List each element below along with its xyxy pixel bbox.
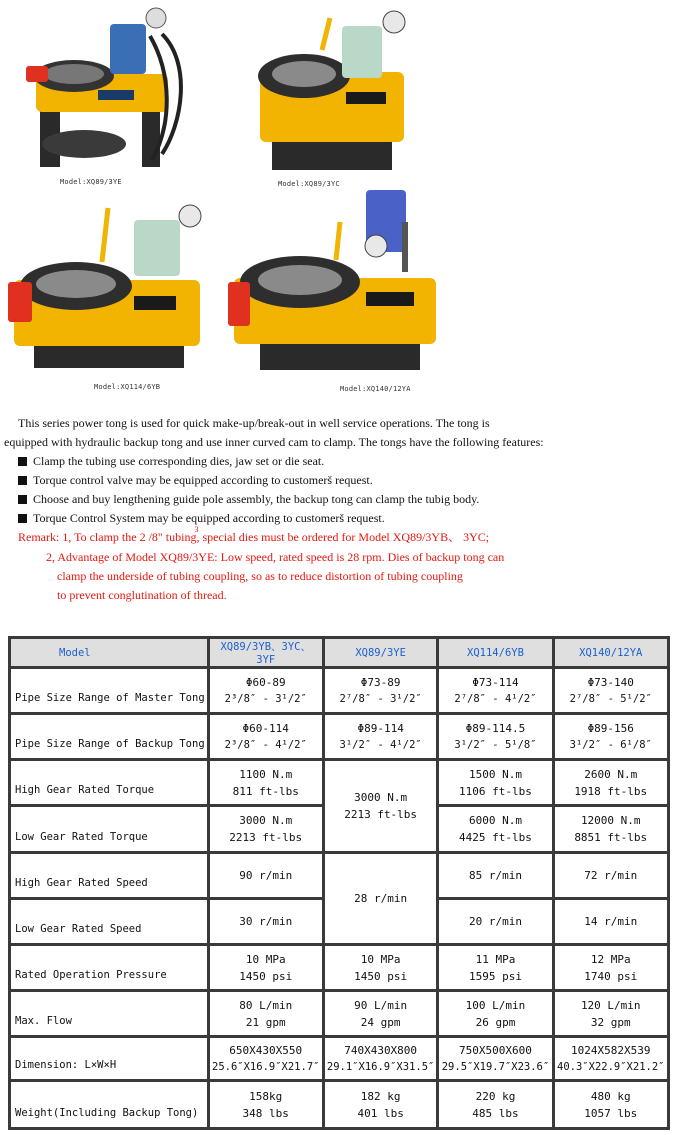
table-cell: 12000 N.m 8851 ft-lbs — [553, 806, 669, 853]
row-label: Pipe Size Range of Backup Tong — [10, 714, 209, 760]
table-cell: 120 L/min 32 gpm — [553, 991, 669, 1037]
table-cell: 740X430X800 29.1″X16.9″X31.5″ — [323, 1037, 438, 1081]
table-cell: 6000 N.m 4425 ft-lbs — [438, 806, 553, 853]
row-label: Dimension: L×W×H — [10, 1037, 209, 1081]
feature-item: Torque control valve may be equipped according to customerš request. — [4, 471, 676, 490]
product-photo-xq114-6yb — [4, 200, 214, 378]
bullet-square-icon — [18, 476, 27, 485]
table-cell-merged: 28 r/min — [323, 853, 438, 945]
table-cell-merged: 3000 N.m 2213 ft-lbs — [323, 760, 438, 853]
table-cell: Φ73-89 2⁷/8″ - 3¹/2″ — [323, 668, 438, 714]
table-cell: 30 r/min — [208, 899, 323, 945]
table-cell: 1024X582X539 40.3″X22.9″X21.2″ — [553, 1037, 669, 1081]
table-cell: Φ73-114 2⁷/8″ - 4¹/2″ — [438, 668, 553, 714]
row-label: High Gear Rated Torque — [10, 760, 209, 806]
table-cell: 3000 N.m 2213 ft-lbs — [208, 806, 323, 853]
table-cell: 80 L/min 21 gpm — [208, 991, 323, 1037]
table-cell: 158kg 348 lbs — [208, 1081, 323, 1129]
table-cell: 750X500X600 29.5″X19.7″X23.6″ — [438, 1037, 553, 1081]
table-cell: 90 r/min — [208, 853, 323, 899]
remark-line: to prevent conglutination of thread. — [57, 588, 227, 602]
photo-caption: Model:XQ89/3YE — [60, 178, 122, 186]
table-cell: 11 MPa 1595 psi — [438, 945, 553, 991]
table-cell: 480 kg 1057 lbs — [553, 1081, 669, 1129]
table-cell: Φ60-114 2³/8″ - 4¹/2″ — [208, 714, 323, 760]
photo-caption: Model:XQ114/6YB — [94, 383, 161, 391]
row-label: Low Gear Rated Speed — [10, 899, 209, 945]
column-header: Model — [10, 638, 209, 668]
row-label: Weight(Including Backup Tong) — [10, 1081, 209, 1129]
intro-line: equipped with hydraulic backup tong and use inner curved cam to clamp. The tongs have the following features: — [4, 435, 544, 449]
column-header: XQ89/3YB、3YC、3YF — [208, 638, 323, 668]
table-row — [10, 853, 669, 899]
row-label: Max. Flow — [10, 991, 209, 1037]
table-cell: 85 r/min — [438, 853, 553, 899]
table-header-row — [10, 638, 669, 668]
intro-line: This series power tong is used for quick make-up/break-out in well service operations. The tong is — [18, 416, 490, 430]
feature-item: Choose and buy lengthening guide pole assembly, the backup tong can clamp the tubig body. — [4, 490, 676, 509]
table-cell: 182 kg 401 lbs — [323, 1081, 438, 1129]
product-photo-xq89-3ye — [22, 4, 192, 176]
table-cell: Φ89-114 3¹/2″ - 4¹/2″ — [323, 714, 438, 760]
product-photo-xq140-12ya — [226, 182, 446, 380]
table-row — [10, 714, 669, 760]
table-cell: 90 L/min 24 gpm — [323, 991, 438, 1037]
photo-caption: Model:XQ140/12YA — [340, 385, 411, 393]
table-row — [10, 760, 669, 806]
table-cell: 1100 N.m 811 ft-lbs — [208, 760, 323, 806]
table-cell: 20 r/min — [438, 899, 553, 945]
table-cell: 14 r/min — [553, 899, 669, 945]
table-cell: 12 MPa 1740 psi — [553, 945, 669, 991]
table-cell: 220 kg 485 lbs — [438, 1081, 553, 1129]
table-cell: Φ89-114.5 3¹/2″ - 5¹/8″ — [438, 714, 553, 760]
table-cell: 10 MPa 1450 psi — [323, 945, 438, 991]
table-cell: 1500 N.m 1106 ft-lbs — [438, 760, 553, 806]
table-cell: 100 L/min 26 gpm — [438, 991, 553, 1037]
table-row — [10, 1037, 669, 1081]
table-cell: 72 r/min — [553, 853, 669, 899]
feature-item: Torque Control System may be equipped according to customerš request. — [4, 509, 676, 528]
remark-line: 2, Advantage of Model XQ89/3YE: Low speed, rated speed is 28 rpm. Dies of backup tong can — [46, 550, 505, 564]
table-cell: 2600 N.m 1918 ft-lbs — [553, 760, 669, 806]
column-header: XQ114/6YB — [438, 638, 553, 668]
product-photo-xq89-3yc — [246, 6, 418, 178]
bullet-square-icon — [18, 495, 27, 504]
photo-caption: Model:XQ89/3YC — [278, 180, 340, 188]
spec-table — [8, 636, 670, 1130]
table-cell: Φ73-140 2⁷/8″ - 5¹/2″ — [553, 668, 669, 714]
row-label: Pipe Size Range of Master Tong — [10, 668, 209, 714]
bullet-square-icon — [18, 457, 27, 466]
table-row — [10, 991, 669, 1037]
remark-line: Remark: 1, To clamp the 2 /8" tubing$^3$, special dies must be ordered for Model XQ89/3YB、 3YC; — [18, 525, 490, 544]
row-label: Rated Operation Pressure — [10, 945, 209, 991]
table-cell: 650X430X550 25.6″X16.9″X21.7″ — [208, 1037, 323, 1081]
description-block — [4, 414, 676, 605]
table-cell: Φ60-89 2³/8″ - 3¹/2″ — [208, 668, 323, 714]
bullet-square-icon — [18, 514, 27, 523]
table-row — [10, 945, 669, 991]
column-header: XQ140/12YA — [553, 638, 669, 668]
remark-line: clamp the underside of tubing coupling, so as to reduce distortion of tubing coupling — [57, 569, 463, 583]
feature-item: Clamp the tubing use corresponding dies, jaw set or die seat. — [4, 452, 676, 471]
table-row — [10, 1081, 669, 1129]
row-label: Low Gear Rated Torque — [10, 806, 209, 853]
column-header: XQ89/3YE — [323, 638, 438, 668]
row-label: High Gear Rated Speed — [10, 853, 209, 899]
table-row — [10, 668, 669, 714]
table-cell: Φ89-156 3¹/2″ - 6¹/8″ — [553, 714, 669, 760]
table-cell: 10 MPa 1450 psi — [208, 945, 323, 991]
